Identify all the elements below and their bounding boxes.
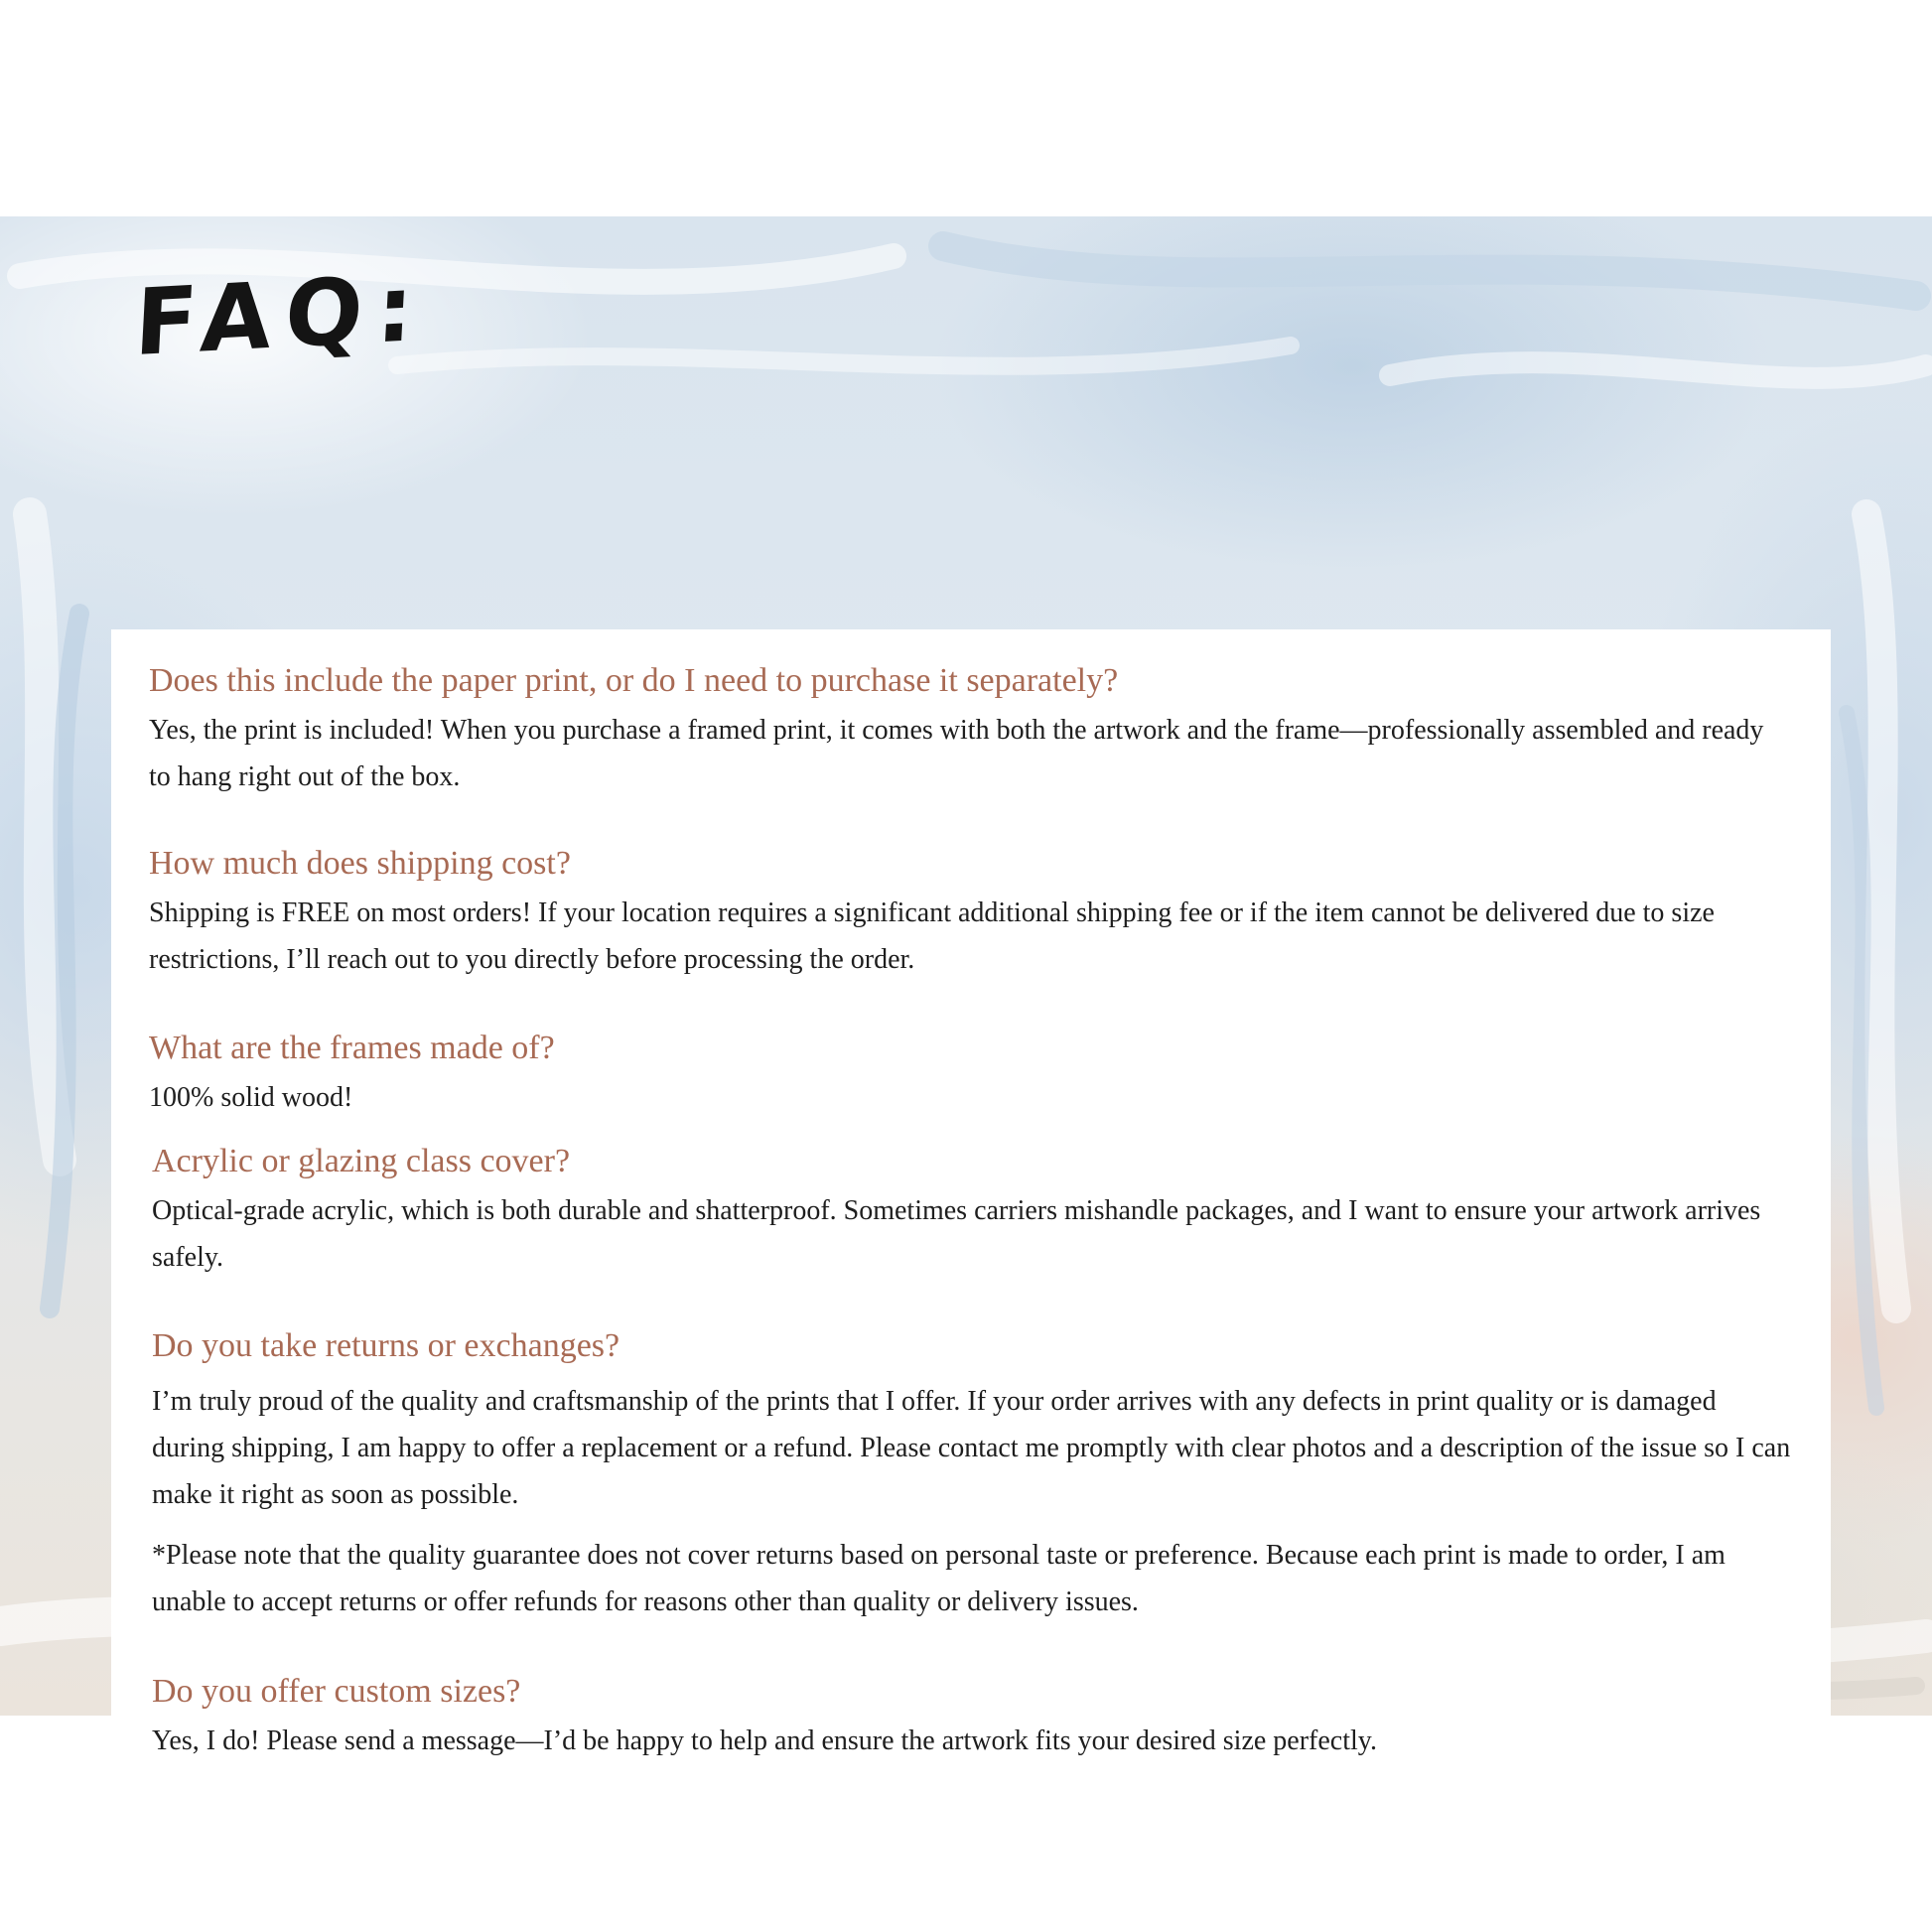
faq-answer: Yes, the print is included! When you purchase a framed print, it comes with both the artwork and the frame—professionally assembled and ready to hang right out of the box. [149, 715, 1764, 792]
faq-question: How much does shipping cost? [149, 845, 571, 882]
faq-question: Acrylic or glazing class cover? [152, 1143, 571, 1179]
faq-question: What are the frames made of? [149, 1030, 555, 1066]
faq-answer-note: *Please note that the quality guarantee does not cover returns based on personal taste or preference. Because each print is made to order, I am unable to accept returns or offer refunds for reasons other than quality or delivery issues. [152, 1540, 1725, 1617]
faq-answer: Shipping is FREE on most orders! If your location requires a significant additional shipping fee or if the item cannot be delivered due to size restrictions, I’ll reach out to you directly before processing the order. [149, 897, 1715, 975]
faq-question: Does this include the paper print, or do I need to purchase it separately? [149, 662, 1119, 699]
painted-background [0, 216, 1932, 1756]
faq-heading: FAQ: [132, 254, 430, 377]
faq-answer: I’m truly proud of the quality and craftsmanship of the prints that I offer. If your order arrives with any defects in print quality or is damaged during shipping, I am happy to offer a replacement or a refund. Please contact me promptly with clear photos and a description of the issue so I can make it right as soon as possible. [152, 1386, 1791, 1510]
faq-item-frames [149, 1029, 1791, 1121]
faq-panel [111, 629, 1831, 1813]
faq-answer: 100% solid wood! [149, 1082, 353, 1113]
faq-answer: Optical-grade acrylic, which is both durable and shatterproof. Sometimes carriers mishandle packages, and I want to ensure your artwork arrives safely. [152, 1195, 1761, 1273]
faq-question: Do you offer custom sizes? [152, 1673, 521, 1710]
faq-item-acrylic [152, 1142, 1791, 1281]
faq-item-print [149, 661, 1791, 800]
faq-question: Do you take returns or exchanges? [152, 1327, 621, 1364]
faq-item-shipping [149, 844, 1791, 983]
faq-item-returns [152, 1326, 1791, 1625]
faq-answer: Yes, I do! Please send a message—I’d be happy to help and ensure the artwork fits your desired size perfectly. [152, 1725, 1377, 1756]
faq-item-custom-sizes [152, 1672, 1791, 1764]
